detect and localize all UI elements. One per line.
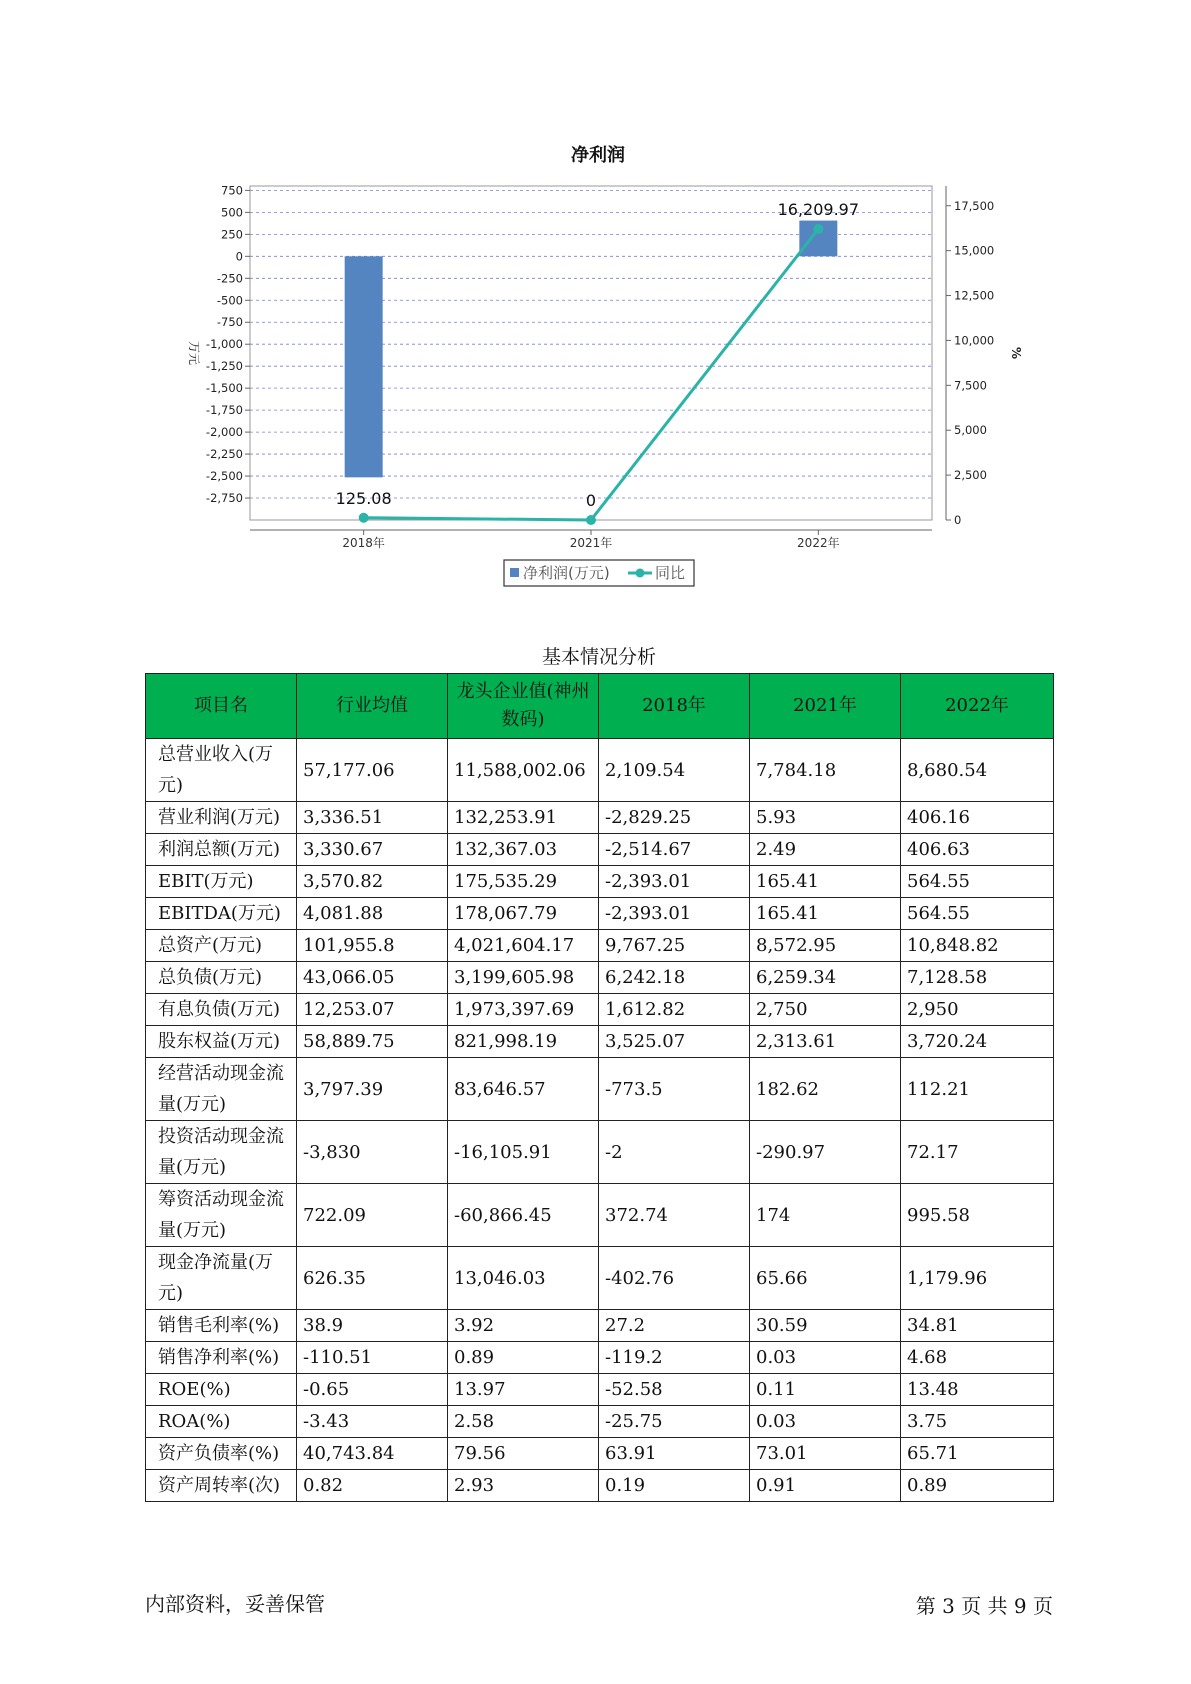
row-label: ROE(%) (146, 1374, 297, 1406)
right-tick-label: 2,500 (954, 468, 987, 483)
table-cell: 165.41 (750, 866, 901, 898)
table-cell: -3,830 (297, 1121, 448, 1184)
table-cell: 2,750 (750, 994, 901, 1026)
chart-svg (0, 0, 1191, 600)
right-axis-title: % (1009, 346, 1023, 360)
table-cell: 7,128.58 (901, 962, 1054, 994)
table-cell: 0.03 (750, 1406, 901, 1438)
table-cell: 0.91 (750, 1470, 901, 1502)
yoy-point (359, 513, 369, 523)
left-axis-title: 万元 (187, 340, 201, 366)
x-tick-label: 2022年 (797, 536, 840, 550)
left-tick-label: 0 (235, 249, 243, 264)
row-label: 总负债(万元) (146, 962, 297, 994)
table-cell: 3,330.67 (297, 834, 448, 866)
left-tick-label: -750 (216, 315, 243, 330)
table-row (146, 898, 1054, 930)
table-cell: 63.91 (599, 1438, 750, 1470)
table-cell: 58,889.75 (297, 1026, 448, 1058)
header-cell: 项目名 (146, 674, 297, 739)
table-cell: 564.55 (901, 898, 1054, 930)
table-cell: -2,393.01 (599, 898, 750, 930)
table-cell: 175,535.29 (448, 866, 599, 898)
table-cell: 72.17 (901, 1121, 1054, 1184)
footer-confidential-note: 内部资料，妥善保管 (145, 1592, 325, 1616)
table-header-row (146, 674, 1054, 739)
table-cell: 2,950 (901, 994, 1054, 1026)
table-cell: 372.74 (599, 1184, 750, 1247)
table-row (146, 866, 1054, 898)
table-cell: 406.63 (901, 834, 1054, 866)
left-tick-label: 500 (221, 205, 243, 220)
table-cell: 1,179.96 (901, 1247, 1054, 1310)
row-label: 总资产(万元) (146, 930, 297, 962)
table-cell: -16,105.91 (448, 1121, 599, 1184)
table-cell: 3,720.24 (901, 1026, 1054, 1058)
table-cell: 626.35 (297, 1247, 448, 1310)
table-cell: -3.43 (297, 1406, 448, 1438)
left-tick-label: 750 (221, 183, 243, 198)
table-cell: 174 (750, 1184, 901, 1247)
data-label: 0 (585, 491, 597, 510)
table-cell: 57,177.06 (297, 739, 448, 802)
table-caption: 基本情况分析 (541, 646, 656, 668)
table-row (146, 802, 1054, 834)
table-row (146, 1470, 1054, 1502)
table-cell: 1,612.82 (599, 994, 750, 1026)
row-label: 销售毛利率(%) (146, 1310, 297, 1342)
right-tick-label: 0 (954, 513, 962, 527)
table-cell: 73.01 (750, 1438, 901, 1470)
table-row (146, 1342, 1054, 1374)
row-label: 销售净利率(%) (146, 1342, 297, 1374)
row-label: 利润总额(万元) (146, 834, 297, 866)
table-cell: 6,242.18 (599, 962, 750, 994)
table-cell: 3.92 (448, 1310, 599, 1342)
table-body (146, 739, 1054, 1502)
table-cell: 9,767.25 (599, 930, 750, 962)
left-tick-label: -2,750 (205, 491, 243, 506)
table-cell: 182.62 (750, 1058, 901, 1121)
right-tick-label: 15,000 (954, 243, 995, 258)
table-cell: -2,393.01 (599, 866, 750, 898)
table-row (146, 1058, 1054, 1121)
row-label: 投资活动现金流量(万元) (146, 1121, 297, 1184)
table-cell: -2,514.67 (599, 834, 750, 866)
row-label: 资产负债率(%) (146, 1438, 297, 1470)
table-cell: 8,572.95 (750, 930, 901, 962)
table-cell: -25.75 (599, 1406, 750, 1438)
row-label: 现金净流量(万元) (146, 1247, 297, 1310)
table-cell: 3,797.39 (297, 1058, 448, 1121)
footer-page-number: 第 3 页 共 9 页 (915, 1594, 1053, 1618)
left-tick-label: -1,250 (205, 359, 243, 374)
table-cell: 1,973,397.69 (448, 994, 599, 1026)
table-cell: 0.89 (448, 1342, 599, 1374)
table-row (146, 994, 1054, 1026)
table-cell: 112.21 (901, 1058, 1054, 1121)
legend-bar-label: 净利润(万元) (523, 564, 610, 582)
table-cell: 10,848.82 (901, 930, 1054, 962)
table-cell: 3.75 (901, 1406, 1054, 1438)
table-cell: -60,866.45 (448, 1184, 599, 1247)
row-label: EBIT(万元) (146, 866, 297, 898)
table-cell: 0.89 (901, 1470, 1054, 1502)
right-tick-label: 12,500 (954, 288, 995, 303)
right-tick-label: 17,500 (954, 198, 995, 213)
table-row (146, 1247, 1054, 1310)
table-cell: 4,021,604.17 (448, 930, 599, 962)
left-tick-label: -1,000 (205, 337, 243, 352)
table-cell: 0.11 (750, 1374, 901, 1406)
left-tick-label: -2,250 (205, 447, 243, 462)
table-cell: 40,743.84 (297, 1438, 448, 1470)
table-row (146, 1438, 1054, 1470)
table-cell: -290.97 (750, 1121, 901, 1184)
table-cell: 43,066.05 (297, 962, 448, 994)
left-tick-label: -2,000 (205, 425, 243, 440)
table-cell: -773.5 (599, 1058, 750, 1121)
x-tick-label: 2021年 (569, 536, 613, 550)
left-tick-label: -500 (216, 293, 243, 308)
table-cell: 722.09 (297, 1184, 448, 1247)
row-label: 营业利润(万元) (146, 802, 297, 834)
table-cell: 821,998.19 (448, 1026, 599, 1058)
legend-bar-swatch (510, 568, 519, 577)
yoy-point (813, 224, 823, 234)
table-cell: 0.03 (750, 1342, 901, 1374)
table-cell: 13.48 (901, 1374, 1054, 1406)
table-cell: 65.66 (750, 1247, 901, 1310)
table-cell: 4,081.88 (297, 898, 448, 930)
table-cell: -402.76 (599, 1247, 750, 1310)
table-cell: 5.93 (750, 802, 901, 834)
table-row (146, 739, 1054, 802)
table-cell: 995.58 (901, 1184, 1054, 1247)
table-cell: 2,313.61 (750, 1026, 901, 1058)
row-label: EBITDA(万元) (146, 898, 297, 930)
header-cell: 行业均值 (297, 674, 448, 739)
table-cell: -52.58 (599, 1374, 750, 1406)
left-tick-label: -1,500 (205, 381, 243, 396)
table-cell: 3,525.07 (599, 1026, 750, 1058)
row-label: 股东权益(万元) (146, 1026, 297, 1058)
table-row (146, 930, 1054, 962)
table-cell: 564.55 (901, 866, 1054, 898)
left-tick-label: 250 (221, 227, 243, 242)
row-label: 经营活动现金流量(万元) (146, 1058, 297, 1121)
table-cell: 178,067.79 (448, 898, 599, 930)
header-cell: 2018年 (599, 674, 750, 739)
table-cell: 2.58 (448, 1406, 599, 1438)
row-label: ROA(%) (146, 1406, 297, 1438)
row-label: 有息负债(万元) (146, 994, 297, 1026)
table-cell: 83,646.57 (448, 1058, 599, 1121)
table-cell: 4.68 (901, 1342, 1054, 1374)
table-cell: 2.49 (750, 834, 901, 866)
basic-analysis-table (145, 673, 1054, 1502)
header-cell: 2022年 (901, 674, 1054, 739)
table-cell: 3,336.51 (297, 802, 448, 834)
table-row (146, 1310, 1054, 1342)
table-cell: 7,784.18 (750, 739, 901, 802)
data-label: 125.08 (335, 488, 392, 508)
table-cell: 3,199,605.98 (448, 962, 599, 994)
table-row (146, 1406, 1054, 1438)
table-cell: -0.65 (297, 1374, 448, 1406)
x-tick-label: 2018年 (342, 536, 385, 550)
table-row (146, 962, 1054, 994)
right-tick-label: 10,000 (954, 333, 995, 348)
table-cell: 11,588,002.06 (448, 739, 599, 802)
table-cell: 12,253.07 (297, 994, 448, 1026)
table-cell: 101,955.8 (297, 930, 448, 962)
table-cell: 2.93 (448, 1470, 599, 1502)
table-cell: 79.56 (448, 1438, 599, 1470)
table-cell: 8,680.54 (901, 739, 1054, 802)
table-cell: -2 (599, 1121, 750, 1184)
table-cell: 132,367.03 (448, 834, 599, 866)
legend-line-marker (636, 569, 645, 578)
table-cell: 406.16 (901, 802, 1054, 834)
bar-2018年 (345, 256, 383, 477)
table-cell: 6,259.34 (750, 962, 901, 994)
table-row (146, 834, 1054, 866)
header-cell: 2021年 (750, 674, 901, 739)
table-cell: -110.51 (297, 1342, 448, 1374)
net-profit-chart (0, 0, 1191, 600)
table-cell: 13.97 (448, 1374, 599, 1406)
chart-title: 净利润 (571, 145, 625, 166)
yoy-point (586, 515, 596, 525)
row-label: 总营业收入(万元) (146, 739, 297, 802)
table-cell: 30.59 (750, 1310, 901, 1342)
legend-line-label: 同比 (655, 564, 686, 582)
header-cell: 龙头企业值(神州数码) (448, 674, 599, 739)
table-cell: 165.41 (750, 898, 901, 930)
table-cell: 34.81 (901, 1310, 1054, 1342)
table-cell: 0.19 (599, 1470, 750, 1502)
table-cell: 65.71 (901, 1438, 1054, 1470)
left-tick-label: -2,500 (205, 469, 243, 484)
table-cell: 3,570.82 (297, 866, 448, 898)
data-label: 16,209.97 (777, 199, 860, 219)
table-row (146, 1184, 1054, 1247)
table-cell: -119.2 (599, 1342, 750, 1374)
table-row (146, 1374, 1054, 1406)
table-cell: 27.2 (599, 1310, 750, 1342)
table-cell: 38.9 (297, 1310, 448, 1342)
table-row (146, 1121, 1054, 1184)
right-tick-label: 5,000 (954, 423, 987, 438)
row-label: 筹资活动现金流量(万元) (146, 1184, 297, 1247)
left-tick-label: -250 (216, 271, 243, 286)
table-row (146, 1026, 1054, 1058)
row-label: 资产周转率(次) (146, 1470, 297, 1502)
table-cell: 132,253.91 (448, 802, 599, 834)
table-cell: 0.82 (297, 1470, 448, 1502)
table-cell: 13,046.03 (448, 1247, 599, 1310)
table-cell: -2,829.25 (599, 802, 750, 834)
right-tick-label: 7,500 (954, 378, 987, 393)
table-cell: 2,109.54 (599, 739, 750, 802)
left-tick-label: -1,750 (205, 403, 243, 418)
